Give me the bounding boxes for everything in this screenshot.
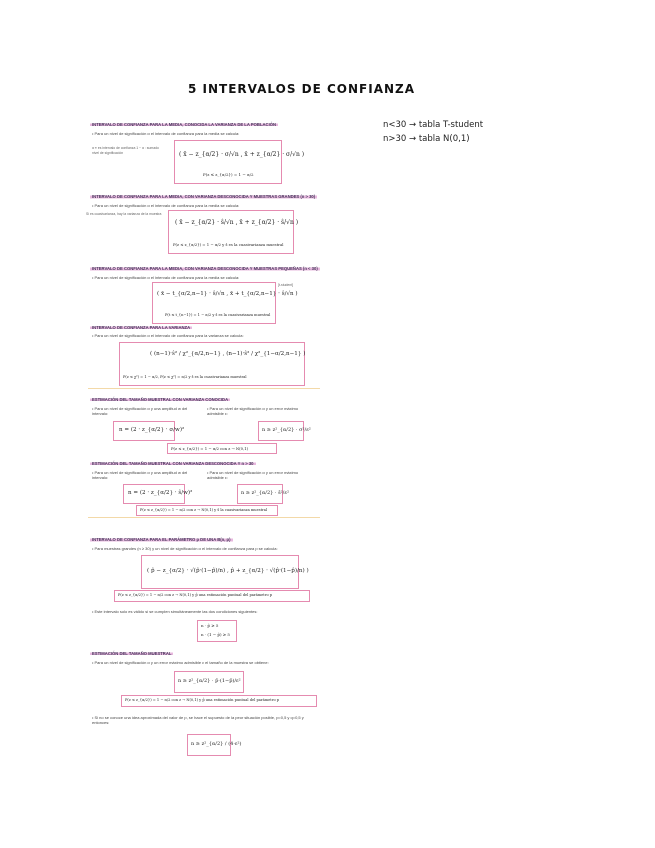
formula-condition: P(z ≤ χ²) = 1 − α/2, P(z ≤ χ²) = α/2 y ŝ es la cuasivarianza muestral	[123, 375, 247, 379]
formula: n ≥ z²_{α/2} · p̂·(1−p̂)/ε²	[178, 678, 241, 684]
section-heading: ESTIMACIÓN DEL TAMAÑO MUESTRAL	[92, 651, 172, 656]
section-heading: INTERVALO DE CONFIANZA PARA EL PARÁMETRO p DE UNA B(n, p)	[92, 537, 231, 542]
section-divider	[88, 388, 320, 389]
section-bullet: • Para muestras grandes (n ≥ 30) y un nivel de significación α el intervalo de confianza para p se calcula:	[92, 546, 278, 551]
section-bullet: • Para un nivel de significación α el intervalo de confianza para la media se calcula:	[92, 203, 239, 208]
formula-condition: P(z ≤ z_{α/2}) = 1 − α/2 con z → N(0,1)	[171, 446, 249, 451]
formula: n ≥ z²_{α/2} · σ²/ε²	[262, 427, 311, 433]
formula: n · (1 − p̂) ≥ 5	[201, 632, 230, 637]
formula-condition: P(z ≤ z_{α/2}) = 1 − α/2	[203, 172, 254, 177]
section-bullet-2: • Si no se conoce una idea aproximada del valor de p, se hace el supuesto de la peor situación posible, p=0,5 y q=0,5 y entonces:	[92, 715, 322, 725]
formula: n = (2 · z_{α/2} · σ/w)²	[119, 427, 185, 433]
side-note-1: n<30 → tabla T-student	[383, 120, 484, 130]
formula: n ≥ z²_{α/2} / (4·ε²)	[191, 741, 242, 747]
formula-condition: P(z ≤ z_{α/2}) = 1 − α/2 con z → N(0,1) y ŝ la cuasivarianza muestral	[140, 508, 268, 512]
side-note-2: n>30 → tabla N(0,1)	[383, 134, 470, 144]
section-bullet-2: • Para un nivel de significación α y un error máximo admisible ε:	[207, 406, 302, 416]
formula-box	[167, 443, 277, 454]
formula-box	[197, 620, 237, 642]
section-bullet: • Para un nivel de significación α el intervalo de confianza para la media se calcula:	[92, 131, 239, 136]
formula: n = (2 · z_{α/2} · ŝ/w)²	[128, 490, 193, 496]
formula-box	[174, 140, 305, 184]
formula-condition: P(z ≤ z_{α/2}) = 1 − α/2 y ŝ es la cuasivarianza muestral	[173, 242, 284, 247]
section-bullet: • Para un nivel de significación α y una amplitud w del intervalo:	[92, 406, 202, 416]
formula-box	[237, 484, 289, 504]
formula-box	[123, 484, 193, 504]
formula-box	[141, 555, 309, 589]
section-heading: INTERVALO DE CONFIANZA PARA LA MEDIA, CONOCIDA LA VARIANZA DE LA POBLACIÓN	[92, 122, 277, 127]
formula: ( x̄ − z_{α/2} · σ/√n , x̄ + z_{α/2} · σ/√n )	[179, 151, 305, 158]
section-heading: INTERVALO DE CONFIANZA PARA LA MEDIA, CON VARIANZA DESCONOCIDA Y MUESTRAS GRANDES (n > 30)	[92, 194, 316, 199]
section-bullet: • Para un nivel de significación α el intervalo de confianza para la varianza se calcula:	[92, 333, 244, 338]
margin-note: [t-student]	[278, 283, 294, 287]
section-bullet: • Para un nivel de significación α y una amplitud w del intervalo:	[92, 470, 202, 480]
section-bullet-2: • Este intervalo solo es válido si se cumplen simultáneamente las dos condiciones siguientes:	[92, 609, 258, 614]
page-title: 5 INTERVALOS DE CONFIANZA	[188, 82, 416, 96]
formula: ( (n−1)·ŝ² / χ²_{α/2,n−1} , (n−1)·ŝ² / χ²_{1−α/2,n−1} )	[150, 351, 306, 357]
section-divider	[88, 517, 320, 518]
section-bullet: • Para un nivel de significación α y un error máximo admisible ε el tamaño de la muestra se obtiene:	[92, 660, 269, 665]
formula: ( x̄ − z_{α/2} · ŝ/√n , x̄ + z_{α/2} · ŝ/√n )	[175, 219, 299, 226]
section-heading: ESTIMACIÓN DEL TAMAÑO MUESTRAL CON VARIANZA DESCONOCIDA Y n > 30	[92, 461, 254, 466]
section-heading: INTERVALO DE CONFIANZA PARA LA VARIANZA	[92, 325, 191, 330]
formula-box	[119, 342, 305, 386]
formula-condition: P(t ≤ t_{n−1}) = 1 − α/2 y ŝ es la cuasivarianza muestral	[165, 313, 271, 317]
section-heading: ESTIMACIÓN DEL TAMAÑO MUESTRAL CON VARIANZA CONOCIDA	[92, 397, 229, 402]
section-bullet: • Para un nivel de significación α el intervalo de confianza para la media se calcula:	[92, 275, 239, 280]
formula-box	[187, 734, 242, 756]
section-heading: INTERVALO DE CONFIANZA PARA LA MEDIA, CON VARIANZA DESCONOCIDA Y MUESTRAS PEQUEÑAS (n < 30)	[92, 266, 318, 271]
formula-box	[136, 505, 278, 516]
formula-box	[114, 590, 310, 602]
section-bullet-2: • Para un nivel de significación α y un error máximo admisible ε:	[207, 470, 302, 480]
formula: n ≥ z²_{α/2} · ŝ²/ε²	[241, 490, 289, 496]
formula: ( x̄ − t_{α/2,n−1} · ŝ/√n , x̄ + t_{α/2,n−1} · ŝ/√n )	[157, 291, 298, 297]
margin-note: α ≡ es intervalo de confianza 1 − α : sumado nivel de significación	[92, 146, 159, 155]
formula-box	[168, 210, 299, 254]
formula-box	[113, 421, 185, 441]
formula-box	[174, 671, 244, 693]
formula-box	[121, 695, 317, 707]
formula: n · p̂ ≥ 5	[201, 623, 219, 628]
formula-condition: P(z ≤ z_{α/2}) = 1 − α/2 con z → N(0,1) y p̂ una estimación puntual del parámetro p	[125, 698, 280, 702]
formula-condition: P(z ≤ z_{α/2}) = 1 − α/2 con z → N(0,1) y p̂ una estimación puntual del parámetro p	[118, 593, 273, 597]
formula-box	[258, 421, 311, 441]
formula: ( p̂ − z_{α/2} · √(p̂·(1−p̂)/n) , p̂ + z_{α/2} · √(p̂·(1−p̂)/n) )	[147, 568, 309, 574]
margin-note: Si es cuasivarianza, hay la varianza de la muestra	[86, 212, 162, 216]
